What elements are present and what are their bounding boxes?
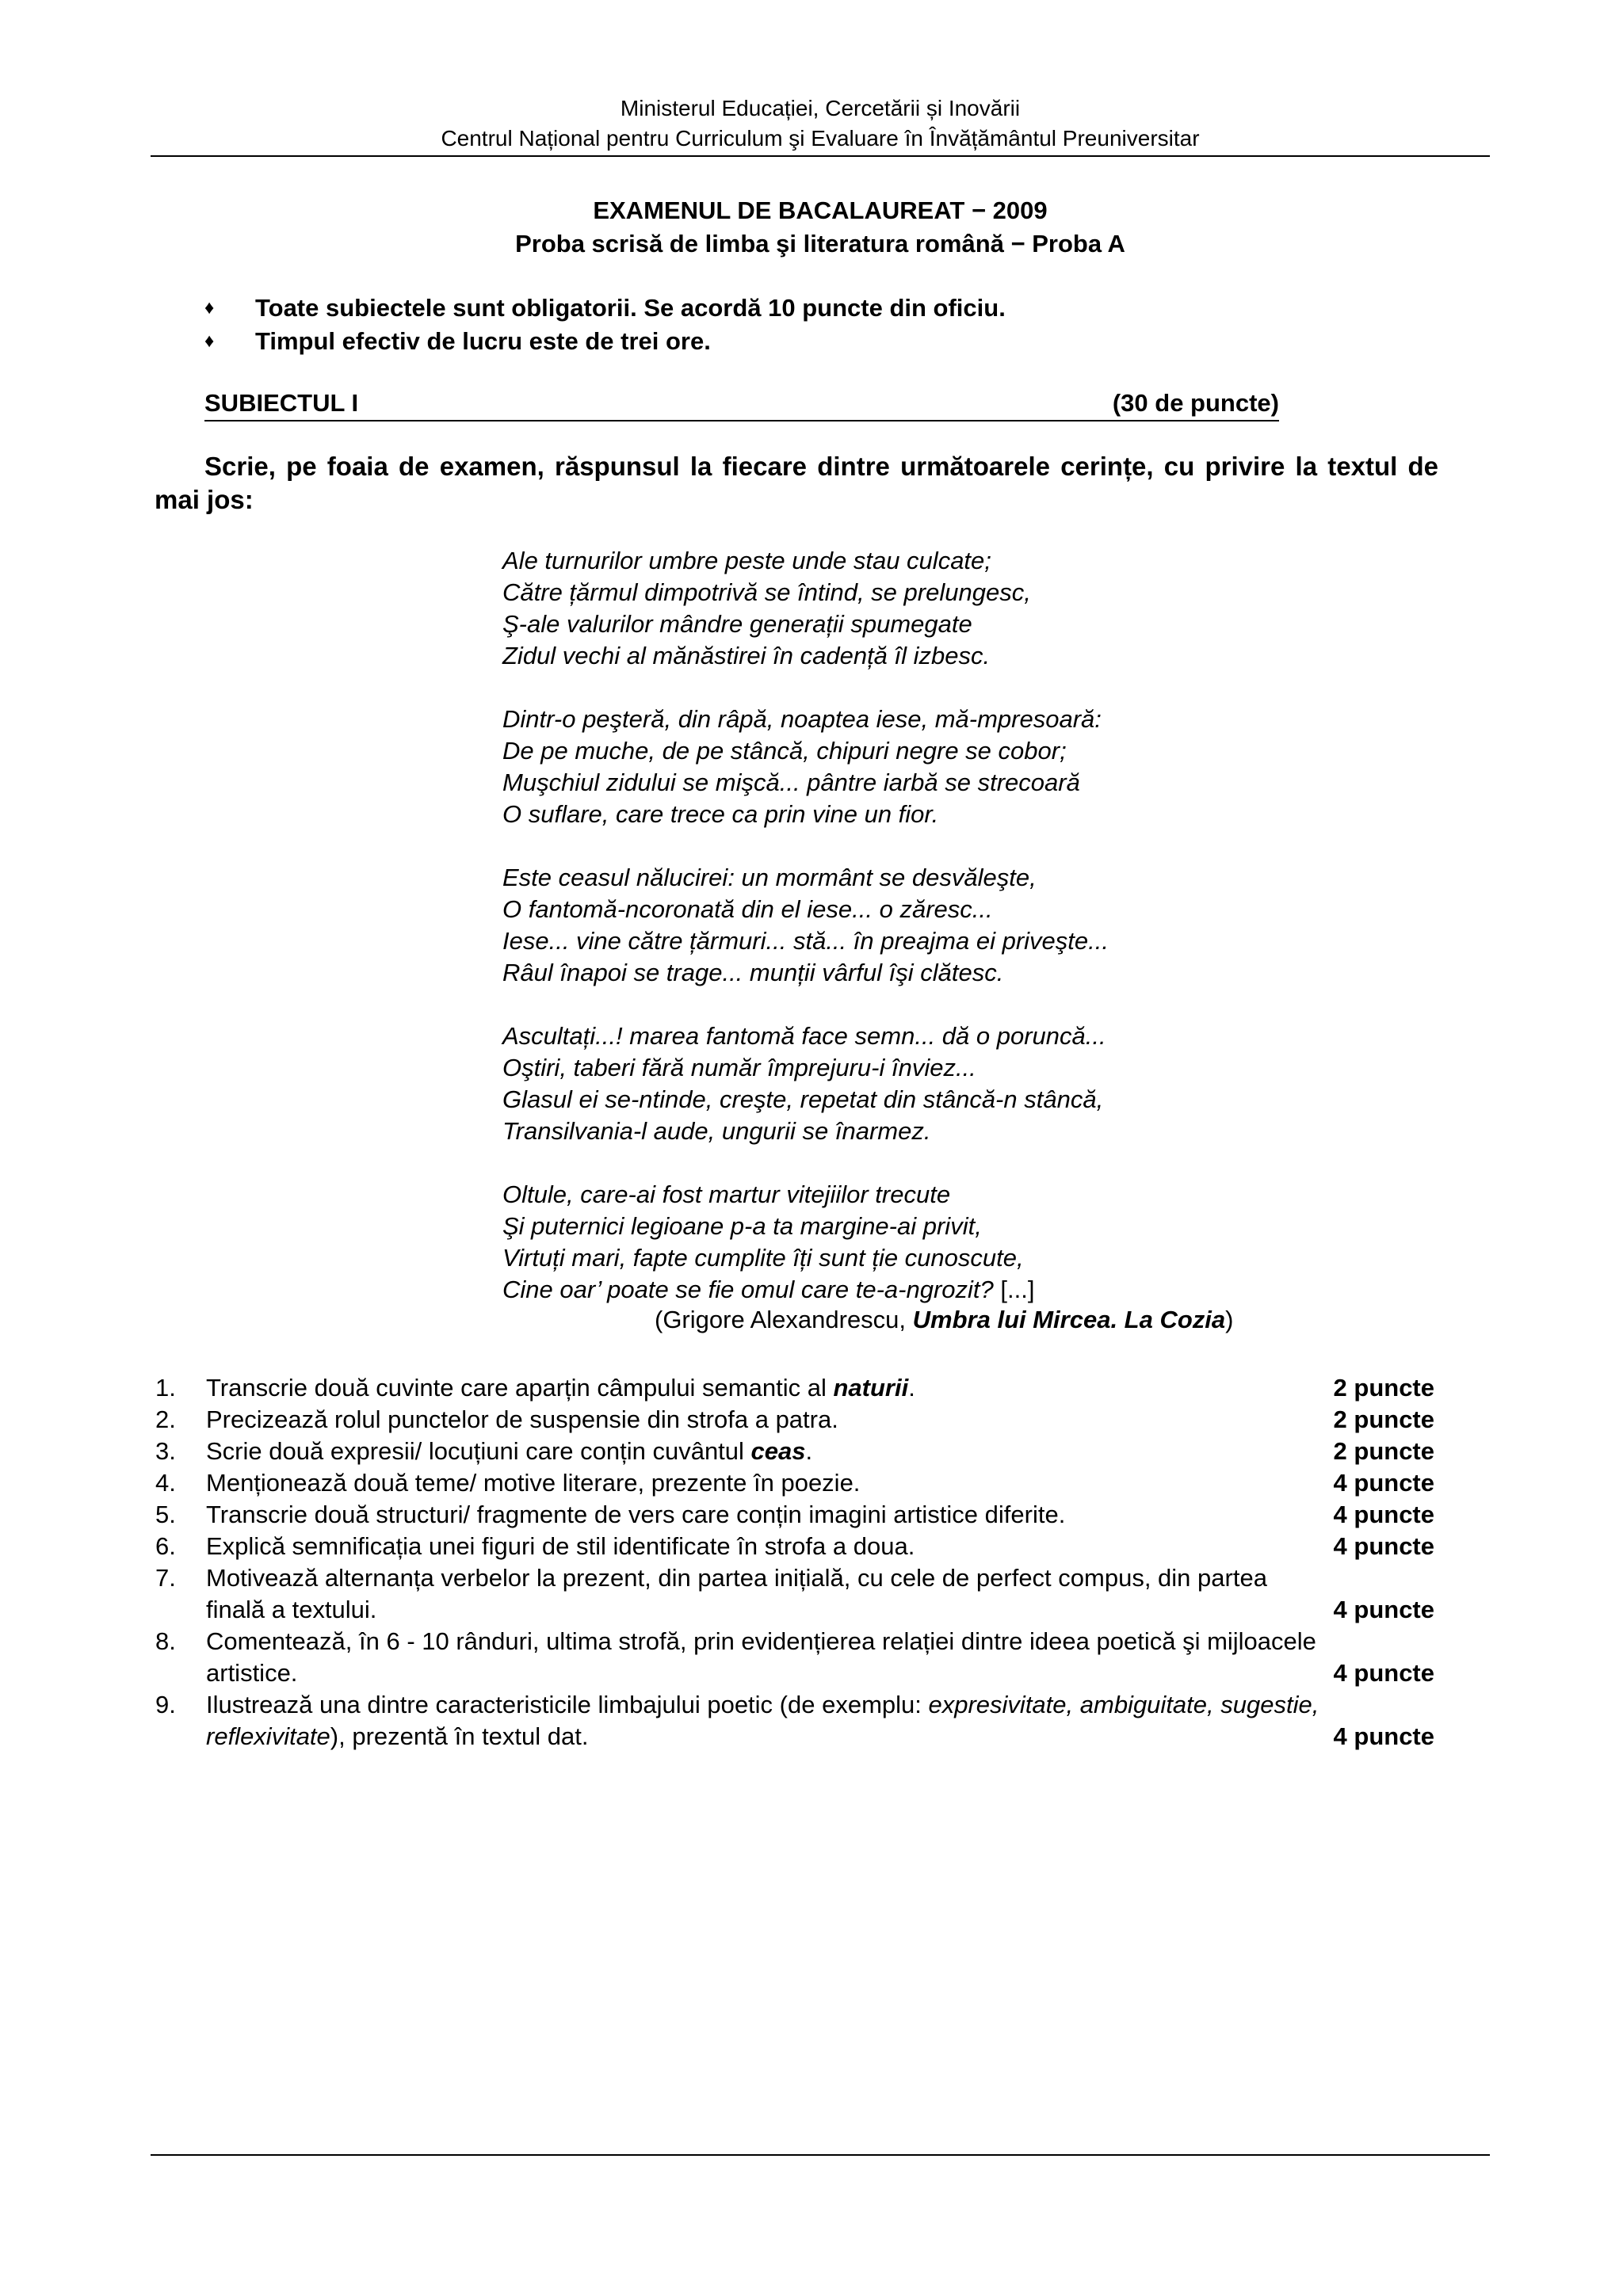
question-number: 6. xyxy=(155,1532,176,1560)
question-points: 4 puncte xyxy=(1333,1469,1434,1497)
question-item xyxy=(155,1689,1434,1753)
poem-attribution xyxy=(655,1304,1233,1336)
subject-heading xyxy=(204,387,1279,421)
question-text: Comentează, în 6 - 10 rânduri, ultima strofă, prin evidențierea relației dintre ideea poetică şi mijloacele artistice. xyxy=(206,1627,1316,1687)
header-divider xyxy=(151,155,1490,157)
attribution-close: ) xyxy=(1225,1306,1234,1333)
poem-line: Către țărmul dimpotrivă se întind, se prelungesc, xyxy=(502,578,1031,606)
poem-line: Râul înapoi se trage... munții vârful îşi clătesc. xyxy=(502,959,1004,986)
question-text: Motivează alternanța verbelor la prezent, din partea inițială, cu cele de perfect compus, din partea finală a textului. xyxy=(206,1564,1267,1623)
poem-line: O suflare, care trece ca prin vine un fior. xyxy=(502,800,939,828)
question-text-part: Ilustrează una dintre caracteristicile limbajului poetic (de exemplu: xyxy=(206,1691,929,1718)
subject-label: SUBIECTUL I xyxy=(204,389,359,417)
question-number: 7. xyxy=(155,1564,176,1592)
question-item xyxy=(155,1467,1434,1499)
question-text: Menționează două teme/ motive literare, prezente în poezie. xyxy=(206,1469,861,1497)
question-text xyxy=(206,1372,1331,1404)
poem-line: Oltule, care-ai fost martur vitejiilor trecute xyxy=(502,1180,951,1208)
subject-points: (30 de puncte) xyxy=(1112,389,1279,417)
question-points: 4 puncte xyxy=(1333,1659,1434,1687)
rule-text: Toate subiectele sunt obligatorii. Se acordă 10 puncte din oficiu. xyxy=(255,294,1006,322)
attribution-work: Umbra lui Mircea. La Cozia xyxy=(912,1306,1226,1333)
diamond-bullet-icon: ♦ xyxy=(204,330,215,352)
exam-rules xyxy=(204,292,1006,358)
question-list xyxy=(155,1372,1434,1753)
poem xyxy=(502,545,1109,1337)
poem-line: Transilvania-l aude, ungurii se înarmez. xyxy=(502,1117,931,1145)
poem-stanza xyxy=(502,1179,1109,1306)
question-emphasis: naturii xyxy=(833,1374,909,1402)
question-number: 5. xyxy=(155,1501,176,1528)
question-text-part: . xyxy=(805,1437,813,1465)
rule-text: Timpul efectiv de lucru este de trei ore. xyxy=(255,327,711,355)
attribution-author: (Grigore Alexandrescu, xyxy=(655,1306,913,1333)
poem-line: Ascultați...! marea fantomă face semn... dă o poruncă... xyxy=(502,1022,1106,1050)
question-number: 9. xyxy=(155,1691,176,1718)
question-item xyxy=(155,1562,1434,1626)
question-text xyxy=(206,1689,1331,1753)
rule-item xyxy=(204,325,1006,358)
question-number: 1. xyxy=(155,1374,176,1402)
poem-line: Muşchiul zidului se mişcă... pântre iarbă se strecoară xyxy=(502,769,1080,796)
poem-line-text: Cine oar’ poate se fie omul care te-a-ngrozit? xyxy=(502,1276,994,1303)
question-text: Transcrie două structuri/ fragmente de vers care conțin imagini artistice diferite. xyxy=(206,1501,1066,1528)
poem-line: Ş-ale valurilor mândre generații spumegate xyxy=(502,610,972,638)
question-points: 2 puncte xyxy=(1333,1405,1434,1433)
question-item xyxy=(155,1531,1434,1562)
question-text-part: ), prezentă în textul dat. xyxy=(330,1722,589,1750)
question-emphasis: ceas xyxy=(750,1437,806,1465)
poem-line: Ale turnurilor umbre peste unde stau culcate; xyxy=(502,547,991,574)
question-number: 3. xyxy=(155,1437,176,1465)
question-item xyxy=(155,1436,1434,1467)
question-text xyxy=(206,1436,1331,1467)
question-points: 2 puncte xyxy=(1333,1374,1434,1402)
question-item xyxy=(155,1404,1434,1436)
question-item xyxy=(155,1372,1434,1404)
ministry-name: Ministerul Educației, Cercetării și Inovării xyxy=(620,96,1021,120)
poem-line: Glasul ei se-ntinde, creşte, repetat din stâncă-n stâncă, xyxy=(502,1085,1104,1113)
poem-stanza xyxy=(502,704,1109,830)
center-name: Centrul Național pentru Curriculum şi Evaluare în Învățământul Preuniversitar xyxy=(441,126,1200,151)
poem-line xyxy=(502,1274,1109,1306)
poem-stanza xyxy=(502,1020,1109,1147)
poem-line: Este ceasul nălucirei: un mormânt se desvăleşte, xyxy=(502,864,1037,891)
poem-stanza xyxy=(502,545,1109,672)
poem-line: Oştiri, taberi fără număr împrejuru-i înviez... xyxy=(502,1054,976,1081)
poem-line: Virtuți mari, fapte cumplite îți sunt ție cunoscute, xyxy=(502,1244,1024,1272)
exam-title: EXAMENUL DE BACALAUREAT − 2009 xyxy=(593,196,1048,224)
poem-line: O fantomă-ncoronată din el iese... o zăresc... xyxy=(502,895,993,923)
question-number: 2. xyxy=(155,1405,176,1433)
question-text-part: Scrie două expresii/ locuțiuni care conțin cuvântul xyxy=(206,1437,751,1465)
exam-heading xyxy=(151,194,1490,261)
instruction-text: Scrie, pe foaia de examen, răspunsul la fiecare dintre următoarele cerințe, cu privire la textul de mai jos: xyxy=(155,452,1438,514)
poem-stanza xyxy=(502,862,1109,989)
question-text-part: Transcrie două cuvinte care aparțin câmpului semantic al xyxy=(206,1374,834,1402)
document-header xyxy=(151,93,1490,154)
footer-divider xyxy=(151,2154,1490,2156)
poem-line: Iese... vine către țărmuri... stă... în preajma ei priveşte... xyxy=(502,927,1109,955)
exam-subtitle: Proba scrisă de limba şi literatura română − Proba A xyxy=(515,230,1125,257)
question-number: 8. xyxy=(155,1627,176,1655)
poem-line: Şi puternici legioane p-a ta margine-ai privit, xyxy=(502,1212,982,1240)
question-points: 4 puncte xyxy=(1333,1501,1434,1528)
rule-item xyxy=(204,292,1006,325)
diamond-bullet-icon: ♦ xyxy=(204,297,215,318)
poem-line: De pe muche, de pe stâncă, chipuri negre se cobor; xyxy=(502,737,1067,765)
poem-line: Zidul vechi al mănăstirei în cadență îl izbesc. xyxy=(502,642,991,669)
question-points: 4 puncte xyxy=(1333,1596,1434,1623)
question-examples: expresivitate, ambiguitate, sugestie, reflexivitate xyxy=(206,1691,1319,1750)
question-item xyxy=(155,1626,1434,1689)
question-points: 4 puncte xyxy=(1333,1722,1434,1750)
poem-line: Dintr-o peşteră, din râpă, noaptea iese, mă-mpresoară: xyxy=(502,705,1102,733)
question-text: Explică semnificația unei figuri de stil identificate în strofa a doua. xyxy=(206,1532,915,1560)
question-text-part: . xyxy=(908,1374,915,1402)
question-number: 4. xyxy=(155,1469,176,1497)
question-item xyxy=(155,1499,1434,1531)
poem-ellipsis: [...] xyxy=(993,1276,1035,1303)
question-points: 2 puncte xyxy=(1333,1437,1434,1465)
question-text: Precizează rolul punctelor de suspensie din strofa a patra. xyxy=(206,1405,838,1433)
question-points: 4 puncte xyxy=(1333,1532,1434,1560)
